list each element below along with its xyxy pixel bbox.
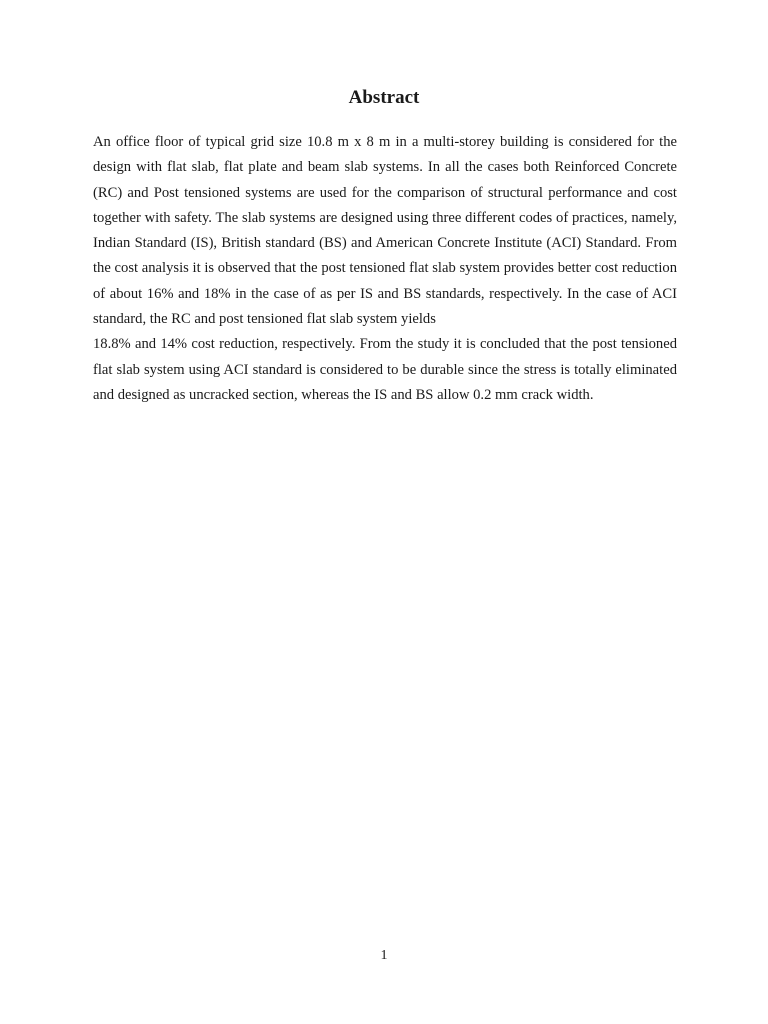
abstract-heading: Abstract [348, 87, 420, 108]
abstract-paragraph-1: An office floor of typical grid size 10.8 m x 8 m in a multi-storey building is considered for the design with flat slab, flat plate and beam slab systems. In all the cases both Reinforced Concrete (RC) and Post tensioned systems are used for the comparison of structural performance and cost together with safety. The slab systems are designed using three different codes of practices, namely, Indian Standard (IS), British standard (BS) and American Concrete Institute (ACI) Standard. From the cost analysis it is observed that the post tensioned flat slab system provides better cost reduction of about 16% and 18% in the case of as per IS and BS standards, respectively. In the case of ACI standard, the RC and post tensioned flat slab system yields [93, 134, 677, 328]
page-number: 1 [380, 948, 388, 963]
abstract-body [93, 130, 677, 408]
abstract-paragraph-2: 18.8% and 14% cost reduction, respectively. From the study it is concluded that the post tensioned flat slab system using ACI standard is considered to be durable since the stress is totally eliminated and designed as uncracked section, whereas the IS and BS allow 0.2 mm crack width. [93, 336, 677, 403]
